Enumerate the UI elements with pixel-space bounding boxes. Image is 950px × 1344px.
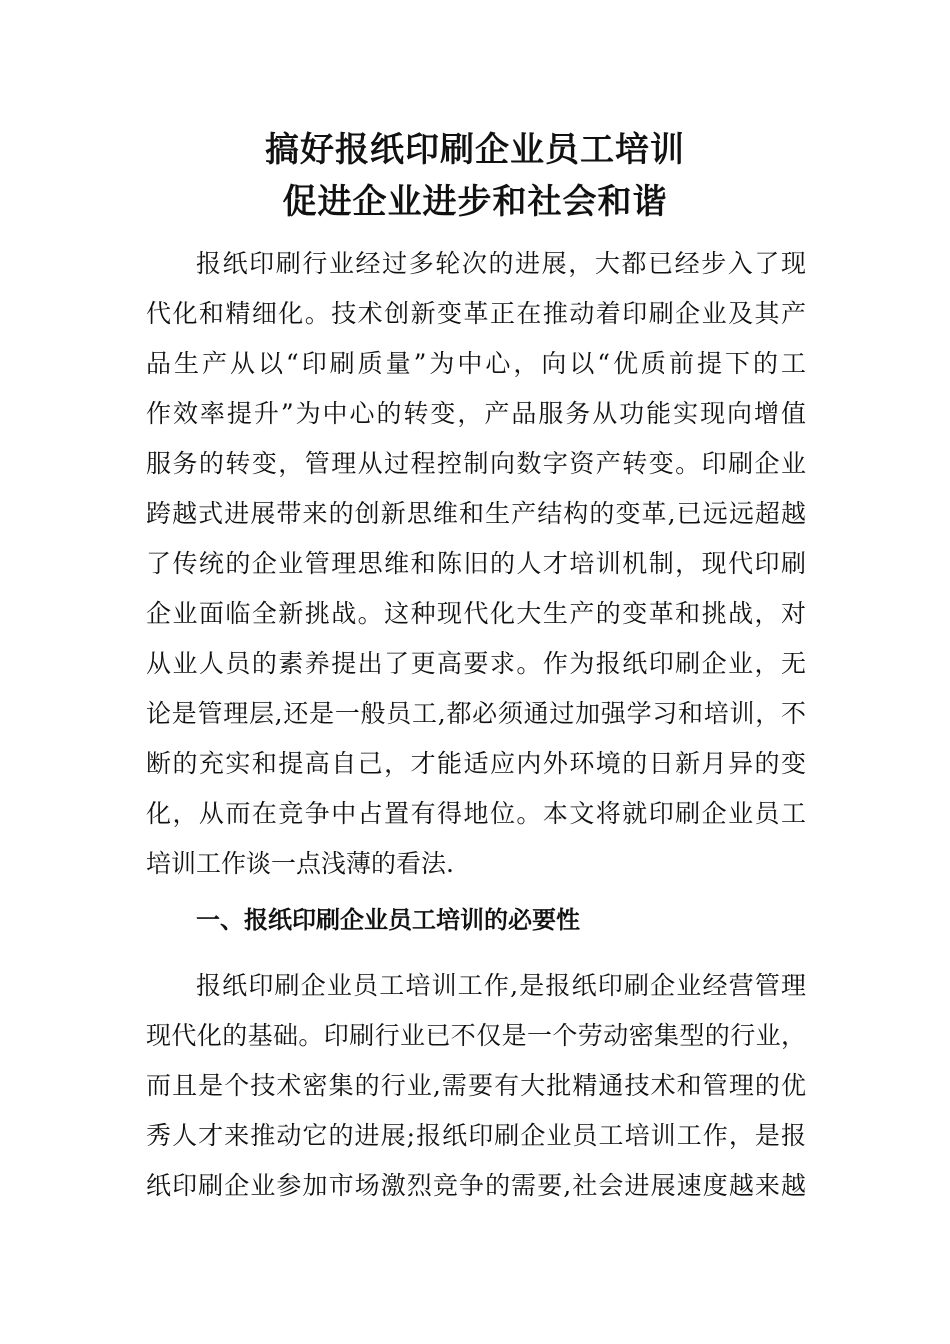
paragraph-line: 跨越式进展带来的创新思维和生产结构的变革,已远远超越 (146, 499, 806, 528)
paragraph-line: 化，从而在竞争中占置有得地位。本文将就印刷企业员工 (146, 799, 806, 828)
paragraph-line: 了传统的企业管理思维和陈旧的人才培训机制，现代印刷 (146, 549, 806, 578)
paragraph-line: 代化和精细化。技术创新变革正在推动着印刷企业及其产 (146, 299, 806, 328)
paragraph-line: 服务的转变，管理从过程控制向数字资产转变。印刷企业 (146, 449, 806, 478)
document-title-line-1: 搞好报纸印刷企业员工培训 (265, 130, 685, 170)
paragraph-line: 报纸印刷企业员工培训工作,是报纸印刷企业经营管理 (196, 971, 806, 1000)
paragraph-line: 企业面临全新挑战。这种现代化大生产的变革和挑战，对 (146, 599, 806, 628)
paragraph-line: 断的充实和提高自己，才能适应内外环境的日新月异的变 (146, 749, 806, 778)
paragraph-line: 品生产从以“印刷质量”为中心，向以“优质前提下的工 (146, 349, 806, 378)
section-heading: 一、报纸印刷企业员工培训的必要性 (196, 906, 580, 934)
paragraph-line: 纸印刷企业参加市场激烈竞争的需要,社会进展速度越来越 (146, 1171, 806, 1200)
paragraph-line: 论是管理层,还是一般员工,都必须通过加强学习和培训，不 (146, 699, 806, 728)
paragraph-line: 培训工作谈一点浅薄的看法. (146, 849, 454, 878)
paragraph-line: 作效率提升”为中心的转变，产品服务从功能实现向增值 (146, 399, 806, 428)
document-title-line-2: 促进企业进步和社会和谐 (282, 182, 668, 222)
paragraph-line: 从业人员的素养提出了更高要求。作为报纸印刷企业，无 (146, 649, 806, 678)
paragraph-line: 现代化的基础。印刷行业已不仅是一个劳动密集型的行业， (146, 1021, 806, 1050)
paragraph-line: 秀人才来推动它的进展;报纸印刷企业员工培训工作，是报 (146, 1121, 806, 1150)
paragraph-line: 而且是个技术密集的行业,需要有大批精通技术和管理的优 (146, 1071, 806, 1100)
paragraph-line: 报纸印刷行业经过多轮次的进展，大都已经步入了现 (196, 249, 806, 278)
